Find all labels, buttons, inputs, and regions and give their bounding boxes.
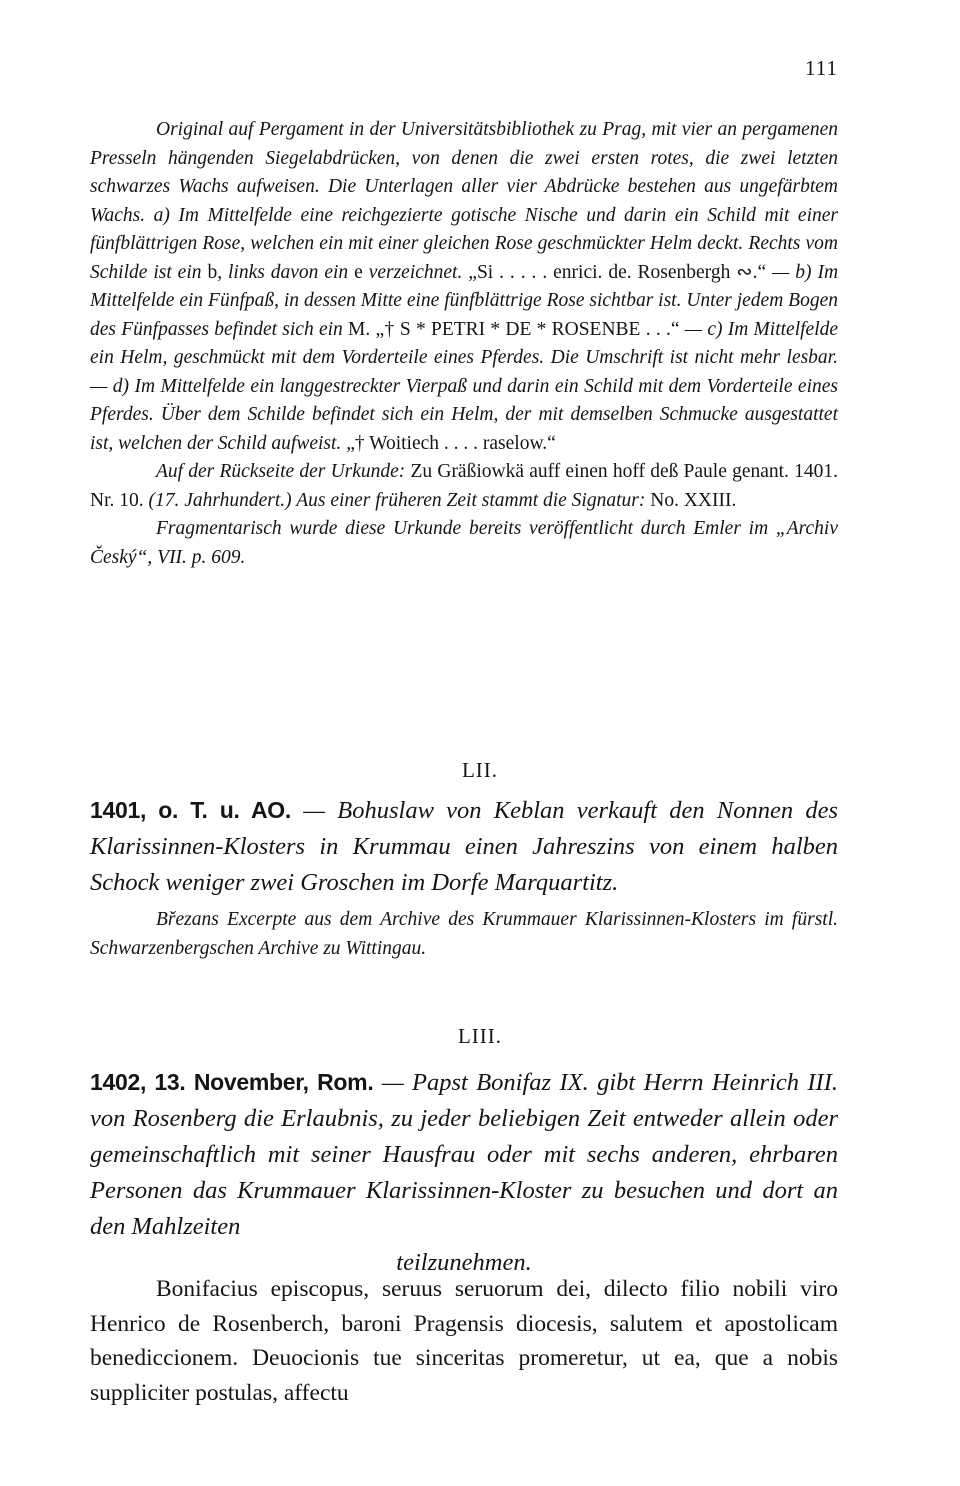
seal-description-text-5: — c) Im Mittelfelde ein Helm, geschmückt mit dem Vorderteile eines Pferdes. Die Umschrift ist nicht mehr lesbar. — d) Im Mittelfelde ein langgestreckter Vierpaß und darin ein Schild mit dem Vorderteile eines Pferdes. Über dem Schilde befindet sich ein Helm, der mit demselben Schmucke ausgestattet ist, welchen der Schild aufweist. [90,318,839,454]
seal-description-text-2: links davon ein [228,261,349,283]
charter-description-paragraph [90,116,838,458]
section-liii-body-text: Bonifacius episcopus, seruus seruorum dei, dilecto filio nobili viro Henrico de Rosenberch, baroni Pragensis diocesis, salutem et apostolicam benediccionem. Deuocionis tue sinceritas promeretur, ut ea, que a nobis suppliciter postulas, affectu [90,1276,838,1406]
section-liii-date: 1402, 13. November, Rom. [90,1069,374,1095]
section-lii-source [90,906,838,963]
dorsal-note-text-2: (17. Jahrhundert.) Aus einer früheren Zeit stammt die Signatur: [148,489,646,511]
seal-letter-e: e [354,261,363,283]
seal-description-text: Original auf Pergament in der Universitätsbibliothek zu Prag, mit vier an pergamenen Presseln hängenden Siegelabdrücken, von denen die zwei ersten rotes, die zwei letzten schwarzes Wachs aufweisen. Die Unterlagen aller vier Abdrücke bestehen aus ungefärbtem Wachs. a) Im Mittelfelde eine reichgezierte gotische Nische und darin ein Schild mit einer fünfblättrigen Rose, welchen ein mit einer gleichen Rose geschmückter Helm deckt. Rechts vom Schilde ist ein [90,119,838,283]
section-liii-heading [90,1064,838,1281]
dorsal-note [90,458,838,515]
dorsal-note-text: Zu Gräßiowkä auff einen hoff deß Paule genant. 1401. Nr. 10. [90,461,839,511]
page-number: 111 [805,56,838,80]
seal-inscription-b: M. „† S * PETRI * DE * ROSENBE . . .“ [348,318,680,340]
section-liii-summary: — Papst Bonifaz IX. gibt Herrn Heinrich III. von Rosenberg die Erlaubnis, zu jeder beliebigen Zeit entweder allein oder gemeinschaftlich mit seiner Hausfrau oder mit sechs anderen, ehrbaren Personen das Krummauer Klarissinnen-Kloster zu besuchen und dort an den Mahlzeiten [90,1069,838,1240]
section-lii-summary: — Bohuslaw von Keblan verkauft den Nonnen des Klarissinnen-Klosters in Krummau einen Jahreszins von einem halben Schock weniger zwei Groschen im Dorfe Marquartitz. [90,797,839,896]
section-lii-date: 1401, o. T. u. AO. [90,797,291,823]
charter-description [90,116,838,572]
seal-description-text-4: — b) Im Mittelfelde ein Fünfpaß, in dessen Mitte eine fünfblättrige Rose sichtbar ist. Unter jedem Bogen des Fünfpasses befindet sich ein [90,261,839,340]
dorsal-note-label: Auf der Rückseite der Urkunde: [156,461,406,482]
signature-number: No. XXIII. [650,489,737,511]
section-liii-body [90,1272,838,1410]
section-liii-summary-end: teilzunehmen. [396,1249,532,1276]
seal-description-text-3: verzeichnet. [368,261,463,283]
section-lii-source-text: Březans Excerpte aus dem Archive des Krummauer Klarissinnen-Klosters im fürstl. Schwarzenbergschen Archive zu Wittingau. [90,909,838,959]
section-numeral-lii: LII. [461,758,499,782]
seal-letter-b: b, [207,261,223,283]
publication-note: Fragmentarisch wurde diese Urkunde bereits veröffentlicht durch Emler im „Archiv Český“, VII. p. 609. [90,518,838,568]
seal-inscription-a: „Si . . . . . enrici. de. Rosenbergh ∾.“ [468,261,767,283]
seal-inscription-d: „† Woitiech . . . . raselow.“ [346,432,556,454]
section-lii-heading [90,792,838,901]
section-numeral-liii: LIII. [457,1024,503,1048]
